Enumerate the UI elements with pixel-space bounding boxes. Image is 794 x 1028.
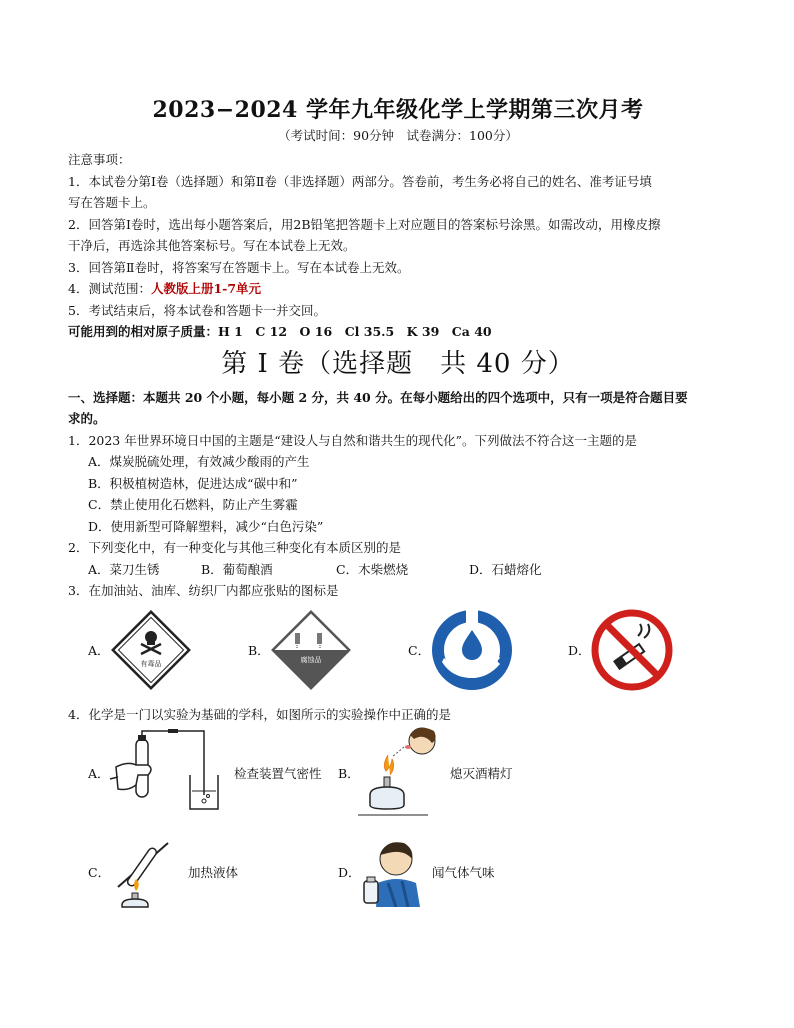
q4-caption-c: 加热液体 bbox=[188, 865, 239, 880]
notes-heading: 注意事项： bbox=[68, 152, 131, 167]
q4-option-b bbox=[338, 725, 588, 821]
note-3: 3．回答第Ⅱ卷时，将答案写在答题卡上。写在本试卷上无效。 bbox=[68, 259, 410, 275]
exam-page bbox=[68, 95, 728, 917]
q1-option-c: C．禁止使用化石燃料，防止产生雾霾 bbox=[88, 497, 298, 512]
q2-stem: 2．下列变化中，有一种变化与其他三种变化有本质区别的是 bbox=[68, 540, 401, 555]
note-4 bbox=[68, 278, 728, 300]
q3-label-d: D． bbox=[568, 642, 591, 658]
q4-caption-b: 熄灭酒精灯 bbox=[450, 766, 513, 781]
section-title: 第 I 卷（选择题 共 40 分） bbox=[221, 348, 575, 379]
toxic-sign-text: 有毒品 bbox=[140, 659, 162, 668]
heat-liquid-icon bbox=[108, 835, 180, 909]
no-smoking-sign-icon bbox=[590, 608, 674, 692]
corrosive-sign-icon bbox=[270, 609, 352, 691]
q3-option-b bbox=[248, 609, 408, 691]
q3-label-b: B． bbox=[248, 642, 270, 658]
q4-label-d: D． bbox=[338, 865, 361, 880]
q1-option-d: D．使用新型可降解塑料，减少“白色污染” bbox=[88, 518, 324, 534]
note-2-line2: 干净后，再选涂其他答案标号。写在本试卷上无效。 bbox=[68, 238, 356, 253]
note-1-line1: 1．本试卷分第Ⅰ卷（选择题）和第Ⅱ卷（非选择题）两部分。答卷前，考生务必将自己的姓名、准考证号填 bbox=[68, 173, 652, 189]
exam-subtitle: （考试时间：90分钟 试卷满分：100分） bbox=[278, 128, 518, 143]
q4-label-b: B． bbox=[338, 766, 360, 781]
q4-stem: 4．化学是一门以实验为基础的学科，如图所示的实验操作中正确的是 bbox=[68, 706, 451, 722]
q1-option-a: A．煤炭脱硫处理，有效减少酸雨的产生 bbox=[88, 454, 310, 469]
q4-option-d bbox=[338, 837, 588, 907]
q3-option-d bbox=[568, 608, 728, 692]
q4-label-c: C． bbox=[88, 865, 111, 880]
q2-options bbox=[68, 559, 728, 581]
note-2-line1: 2．回答第Ⅰ卷时，选出每小题答案后，用2B铅笔把答题卡上对应题目的答案标号涂黑。如需改动，用橡皮擦 bbox=[68, 216, 661, 232]
note-4-prefix: 4．测试范围： bbox=[68, 281, 151, 296]
corrosive-sign-text: 腐蚀品 bbox=[300, 655, 322, 664]
test-scope: 人教版上册1-7单元 bbox=[150, 281, 262, 296]
note-5: 5．考试结束后，将本试卷和答题卡一并交回。 bbox=[68, 302, 326, 318]
q3-label-c: C． bbox=[408, 642, 431, 658]
exam-title: 2023−2024 学年九年级化学上学期第三次月考 bbox=[152, 97, 644, 123]
q4-row-2 bbox=[68, 827, 728, 917]
q3-option-c bbox=[408, 608, 568, 692]
airtightness-check-icon bbox=[108, 729, 226, 817]
toxic-sign-icon bbox=[110, 609, 192, 691]
q4-option-a bbox=[88, 729, 338, 817]
q4-row-1 bbox=[68, 725, 728, 821]
smell-gas-icon bbox=[358, 837, 424, 907]
q2-option-c: C．木柴燃烧 bbox=[336, 561, 409, 577]
q3-label-a: A． bbox=[88, 642, 110, 658]
note-1-line2: 写在答题卡上。 bbox=[68, 195, 156, 210]
q4-caption-d: 闻气体气味 bbox=[432, 865, 495, 880]
q4-option-c bbox=[88, 835, 338, 909]
water-saving-sign-icon bbox=[430, 608, 514, 692]
section-instructions-line1: 一、选择题：本题共 20 个小题，每小题 2 分，共 40 分。在每小题给出的四个选项中，只有一项是符合题目要 bbox=[68, 389, 688, 405]
q1-stem: 1．2023 年世界环境日中国的主题是“建设人与自然和谐共生的现代化”。下列做法不符合这一主题的是 bbox=[68, 432, 638, 448]
q1-option-b: B．积极植树造林，促进达成“碳中和” bbox=[88, 475, 298, 491]
atomic-masses: 可能用到的相对原子质量：H 1 C 12 O 16 Cl 35.5 K 39 Ca 40 bbox=[68, 324, 492, 339]
q2-option-a: A．菜刀生锈 bbox=[88, 561, 160, 577]
q3-stem: 3．在加油站、油库、纺织厂内都应张贴的图标是 bbox=[68, 583, 339, 598]
q2-option-d: D．石蜡熔化 bbox=[469, 561, 542, 577]
q3-option-a bbox=[88, 609, 248, 691]
q4-caption-a: 检查装置气密性 bbox=[234, 766, 322, 781]
q4-label-a: A． bbox=[88, 766, 110, 781]
q3-options bbox=[68, 602, 728, 698]
q2-option-b: B．葡萄酿酒 bbox=[201, 561, 273, 577]
section-instructions-line2: 求的。 bbox=[68, 411, 106, 426]
blow-out-lamp-icon bbox=[358, 725, 442, 821]
